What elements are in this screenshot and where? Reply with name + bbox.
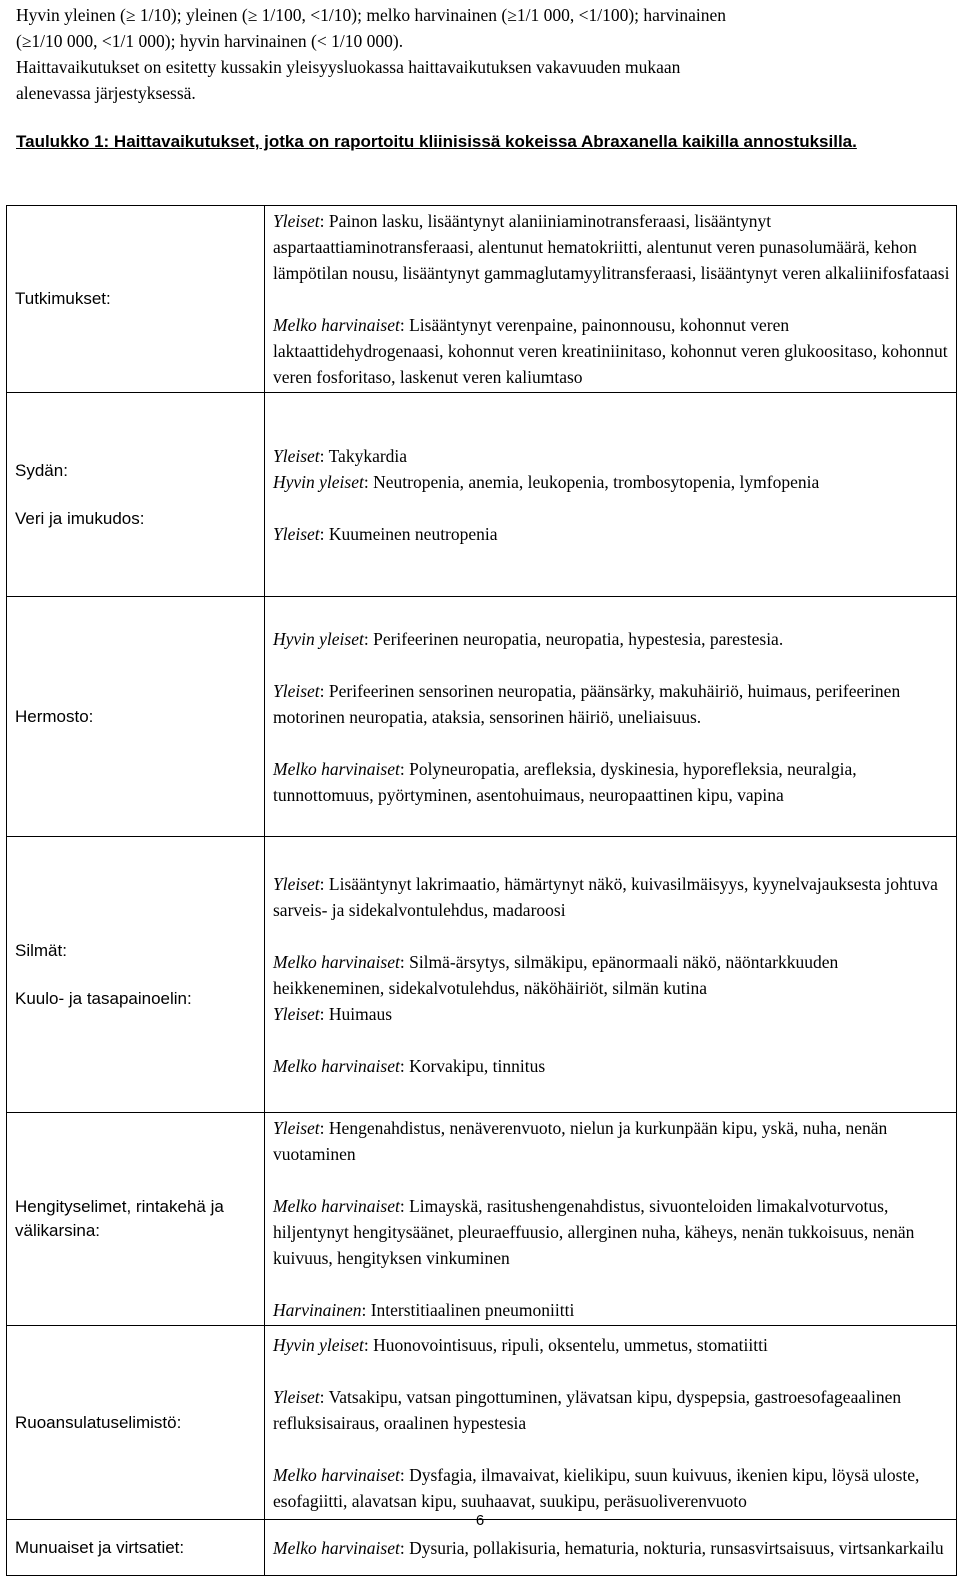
reactions-cell bbox=[265, 393, 957, 597]
reaction-entry bbox=[273, 626, 950, 652]
table-row bbox=[7, 393, 957, 597]
reactions-cell bbox=[265, 1326, 957, 1520]
reaction-list: : Perifeerinen sensorinen neuropatia, päänsärky, makuhäiriö, huimaus, perifeerinen motorinen neuropatia, ataksia, sensorinen häiriö, uneliaisuus. bbox=[273, 680, 901, 727]
reaction-entry bbox=[273, 1053, 950, 1079]
frequency-category: Yleiset bbox=[273, 523, 320, 544]
frequency-category: Yleiset bbox=[273, 1118, 320, 1138]
organ-class-label: Tutkimukset: bbox=[15, 289, 111, 308]
frequency-category: Yleiset bbox=[273, 680, 320, 701]
organ-class-cell bbox=[7, 393, 265, 597]
reaction-list: : Kuumeinen neutropenia bbox=[319, 523, 498, 544]
table-row bbox=[7, 837, 957, 1113]
table-caption: Taulukko 1: Haittavaikutukset, jotka on raportoitu kliinisissä kokeissa Abraxanella kaikilla annostuksilla. bbox=[16, 132, 857, 151]
reaction-entry bbox=[273, 1297, 950, 1323]
reaction-entry bbox=[273, 756, 950, 808]
reaction-list: : Limayskä, rasitushengenahdistus, sivuonteloiden limakalvoturvotus, hiljentynyt hengitysäänet, pleuraeffuusio, allerginen nuha, käheys, nenän tukkoisuus, nenän kuivuus, hengityksen vinkuminen bbox=[273, 1196, 915, 1268]
ordering-note-line-2: alenevassa järjestyksessä. bbox=[16, 83, 196, 103]
organ-spacer bbox=[15, 483, 264, 507]
organ-class-label: Hengityselimet, rintakehä ja välikarsina: bbox=[15, 1197, 224, 1240]
reaction-entry bbox=[273, 521, 950, 547]
frequency-category: Yleiset bbox=[273, 1003, 320, 1024]
organ-class-label: Munuaiset ja virtsatiet: bbox=[15, 1537, 185, 1557]
reaction-entry bbox=[273, 312, 950, 390]
frequency-definitions-line-2: (≥1/10 000, <1/1 000); hyvin harvinainen (< 1/10 000). bbox=[16, 31, 404, 51]
organ-class-cell bbox=[7, 1113, 265, 1326]
reaction-entry bbox=[273, 1384, 950, 1436]
organ-class-cell bbox=[7, 1326, 265, 1520]
table-row bbox=[7, 1113, 957, 1326]
reaction-list: : Takykardia bbox=[319, 445, 408, 466]
organ-class-label: Ruoansulatuselimistö: bbox=[15, 1412, 182, 1432]
reaction-list: : Lisääntynyt verenpaine, painonnousu, kohonnut veren laktaattidehydrogenaasi, kohonnut veren kreatiniinitaso, kohonnut veren glukoositaso, kohonnut veren fosforitaso, laskenut veren kaliumtaso bbox=[273, 315, 948, 387]
reaction-entry bbox=[273, 469, 950, 495]
frequency-category: Melko harvinaiset bbox=[273, 315, 400, 335]
frequency-category: Yleiset bbox=[273, 1386, 320, 1407]
reaction-entry bbox=[273, 1462, 950, 1514]
reaction-list: : Huonovointisuus, ripuli, oksentelu, ummetus, stomatiitti bbox=[363, 1334, 768, 1355]
reaction-list: : Interstitiaalinen pneumoniitti bbox=[361, 1300, 575, 1320]
frequency-category: Melko harvinaiset bbox=[273, 1464, 400, 1485]
organ-class-label: Hermosto: bbox=[15, 706, 94, 726]
frequency-category: Yleiset bbox=[273, 445, 320, 466]
reaction-entry bbox=[273, 1001, 950, 1027]
reaction-list: : Vatsakipu, vatsan pingottuminen, ylävatsan kipu, dyspepsia, gastroesofageaalinen refluksisairaus, oraalinen hypestesia bbox=[273, 1386, 902, 1433]
reaction-entry bbox=[273, 1115, 950, 1167]
table-row bbox=[7, 597, 957, 837]
organ-class-cell bbox=[7, 837, 265, 1113]
reaction-list: : Korvakipu, tinnitus bbox=[399, 1055, 546, 1076]
reaction-entry bbox=[273, 871, 950, 923]
organ-class-label: Veri ja imukudos: bbox=[15, 508, 145, 528]
frequency-category: Melko harvinaiset bbox=[273, 1055, 400, 1076]
frequency-category: Hyvin yleiset bbox=[273, 471, 364, 492]
reaction-list: : Polyneuropatia, arefleksia, dyskinesia, hyporefleksia, neuralgia, tunnottomuus, pyörtyminen, asentohuimaus, neuropaattinen kipu, vapina bbox=[273, 758, 857, 805]
reaction-list: : Silmä-ärsytys, silmäkipu, epänormaali näkö, näöntarkkuuden heikkeneminen, sidekalvotulehdus, näköhäiriöt, silmän kutina bbox=[273, 951, 839, 998]
reaction-list: : Painon lasku, lisääntynyt alaniiniaminotransferaasi, lisääntynyt aspartaattiaminotransferaasi, alentunut hematokriitti, alentunut veren punasolumäärä, kehon lämpötilan nousu, lisääntynyt gammaglutamyylitransferaasi, lisääntynyt veren alkaliinifosfataasi bbox=[273, 211, 950, 283]
reaction-list: : Dysuria, pollakisuria, hematuria, nokturia, runsasvirtsaisuus, virtsankarkailu bbox=[399, 1537, 944, 1558]
reactions-cell bbox=[265, 597, 957, 837]
reaction-list: : Hengenahdistus, nenäverenvuoto, nielun ja kurkunpään kipu, yskä, nuha, nenän vuotaminen bbox=[273, 1118, 888, 1164]
ordering-note-line-1: Haittavaikutukset on esitetty kussakin yleisyysluokassa haittavaikutuksen vakavuuden mukaan bbox=[16, 57, 681, 77]
reaction-entry bbox=[273, 1332, 950, 1358]
intro-paragraph bbox=[16, 2, 946, 106]
frequency-category: Melko harvinaiset bbox=[273, 1537, 400, 1558]
frequency-category: Harvinainen bbox=[273, 1300, 362, 1320]
frequency-category: Hyvin yleiset bbox=[273, 1334, 364, 1355]
frequency-category: Yleiset bbox=[273, 211, 320, 231]
reaction-entry bbox=[273, 208, 950, 286]
frequency-category: Melko harvinaiset bbox=[273, 1196, 400, 1216]
frequency-category: Hyvin yleiset bbox=[273, 628, 364, 649]
reaction-entry bbox=[273, 1535, 950, 1561]
organ-spacer bbox=[15, 963, 264, 987]
reaction-list: : Neutropenia, anemia, leukopenia, trombosytopenia, lymfopenia bbox=[363, 471, 820, 492]
adverse-reactions-table bbox=[6, 205, 957, 1576]
reaction-entry bbox=[273, 443, 950, 469]
organ-class-label: Sydän: bbox=[15, 460, 68, 480]
reaction-list: : Dysfagia, ilmavaivat, kielikipu, suun kuivuus, ikenien kipu, löysä uloste, esofagiitti, alavatsan kipu, suuhaavat, suukipu, peräsuoliverenvuoto bbox=[273, 1464, 920, 1511]
frequency-category: Melko harvinaiset bbox=[273, 951, 400, 972]
reaction-entry bbox=[273, 1193, 950, 1271]
frequency-category: Yleiset bbox=[273, 873, 320, 894]
reaction-list: : Huimaus bbox=[319, 1003, 393, 1024]
organ-class-cell bbox=[7, 206, 265, 393]
table-row bbox=[7, 1326, 957, 1520]
reaction-list: : Lisääntynyt lakrimaatio, hämärtynyt näkö, kuivasilmäisyys, kyynelvajauksesta johtuva sarveis- ja sidekalvontulehdus, madaroosi bbox=[273, 873, 938, 920]
page-number: 6 bbox=[475, 1512, 485, 1529]
reaction-entry bbox=[273, 949, 950, 1001]
frequency-definitions-line-1: Hyvin yleinen (≥ 1/10); yleinen (≥ 1/100, <1/10); melko harvinainen (≥1/1 000, <1/100); harvinainen bbox=[16, 5, 727, 25]
reaction-entry bbox=[273, 678, 950, 730]
organ-class-cell bbox=[7, 597, 265, 837]
table-row bbox=[7, 206, 957, 393]
organ-class-label: Kuulo- ja tasapainoelin: bbox=[15, 988, 192, 1008]
reaction-list: : Perifeerinen neuropatia, neuropatia, hypestesia, parestesia. bbox=[363, 628, 784, 649]
reactions-cell bbox=[265, 206, 957, 393]
reactions-cell bbox=[265, 837, 957, 1113]
organ-class-label: Silmät: bbox=[15, 940, 67, 960]
reactions-cell bbox=[265, 1113, 957, 1326]
frequency-category: Melko harvinaiset bbox=[273, 758, 400, 779]
